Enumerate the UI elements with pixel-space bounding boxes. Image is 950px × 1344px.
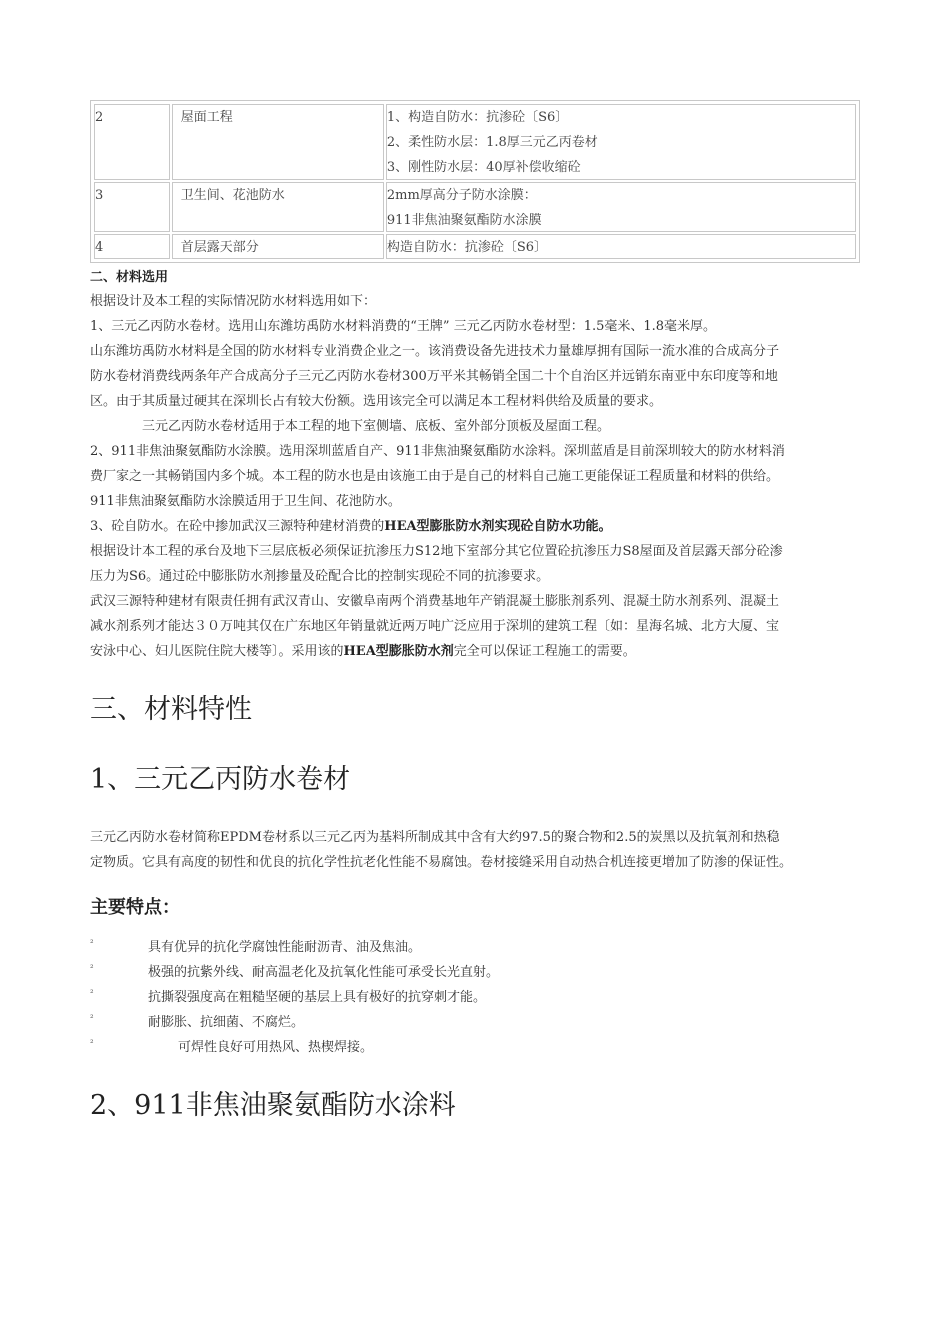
- table-cell-name: [172, 104, 384, 180]
- section-heading: 三、材料特性: [90, 694, 252, 725]
- bold-text: HEA型膨胀防水剂实现砼自防水功能。: [384, 519, 612, 534]
- paragraph: [90, 514, 860, 539]
- list-item: [90, 935, 860, 960]
- paragraph-text: 3、砼自防水。在砼中掺加武汉三源特种建材消费的: [90, 519, 385, 534]
- paragraph-line: 根据设计本工程的承台及地下三层底板必须保证抗渗压力S12地下室部分其它位置砼抗渗压力S8屋面及首层露天部分砼渗: [90, 544, 783, 559]
- list-item: [90, 985, 860, 1010]
- table-cell-name-text: 卫生间、花池防水: [180, 188, 285, 203]
- table-detail-line: 911非焦油聚氨酯防水涂膜: [386, 213, 542, 228]
- paragraph-line: 2、911非焦油聚氨酯防水涂膜。选用深圳蓝盾自产、911非焦油聚氨酯防水涂料。深圳蓝盾是目前深圳较大的防水材料消: [90, 444, 785, 459]
- list-item-text: 可焊性良好可用热风、热楔焊接。: [178, 1040, 374, 1055]
- table-row: [93, 233, 857, 260]
- paragraph: 1、三元乙丙防水卷材。选用山东潍坊禹防水材料消费的“王牌” 三元乙丙防水卷材型：1.5毫米、1.8毫米厚。: [90, 319, 717, 334]
- paragraph-line: 定物质。它具有高度的韧性和优良的抗化学性抗老化性能不易腐蚀。卷材接缝采用自动热合机连接更增加了防渗的保证性。: [90, 855, 793, 870]
- list-item: [90, 1010, 860, 1035]
- bullet-mark: ²: [90, 939, 94, 949]
- table-detail-line: 2、柔性防水层：1.8厚三元乙丙卷材: [386, 135, 598, 150]
- list-item: [90, 1035, 860, 1060]
- paragraph-line: 三元乙丙防水卷材简称EPDM卷材系以三元乙丙为基料所制成其中含有大约97.5的聚合物和2.5的炭黑以及抗氧剂和热稳: [90, 830, 780, 845]
- paragraph-line: [90, 639, 860, 664]
- list-item-text: 极强的抗紫外线、耐高温老化及抗氧化性能可承受长光直射。: [148, 965, 500, 980]
- list-item: [90, 960, 860, 985]
- features-heading: 主要特点：: [90, 897, 180, 918]
- table-detail-line: 3、刚性防水层：40厚补偿收缩砼: [386, 160, 581, 175]
- paragraph-line: 武汉三源特种建材有限责任拥有武汉青山、安徽阜南两个消费基地年产销混凝土膨胀剂系列、混凝土防水剂系列、混凝土: [90, 594, 780, 609]
- subsection-heading: 1、三元乙丙防水卷材: [90, 764, 351, 795]
- bullet-mark: ²: [90, 964, 94, 974]
- paragraph-text: 完全可以保证工程施工的需要。: [453, 644, 636, 659]
- paragraph-line: 压力为S6。通过砼中膨胀防水剂掺量及砼配合比的控制实现砼不同的抗渗要求。: [90, 569, 550, 584]
- bullet-mark: ²: [90, 1039, 94, 1049]
- list-item-text: 抗撕裂强度高在粗糙坚硬的基层上具有极好的抗穿刺才能。: [148, 990, 487, 1005]
- section-title: 二、材料选用: [90, 270, 169, 285]
- waterproof-table: [90, 100, 860, 263]
- table-cell-name: [172, 234, 384, 259]
- table-row: [93, 103, 857, 181]
- paragraph-line: 费厂家之一其畅销国内多个城。本工程的防水也是由该施工由于是自己的材料自己施工更能保证工程质量和材料的供给。: [90, 469, 780, 484]
- paragraph: 三元乙丙防水卷材适用于本工程的地下室侧墙、底板、室外部分顶板及屋面工程。: [142, 419, 611, 434]
- table-cell-name-text: 首层露天部分: [180, 240, 259, 255]
- table-row: [93, 181, 857, 233]
- table-detail-line: 1、构造自防水：抗渗砼〔S6〕: [386, 110, 569, 125]
- paragraph-line: 山东潍坊禹防水材料是全国的防水材料专业消费企业之一。该消费设备先进技术力量雄厚拥有国际一流水准的合成高分子: [90, 344, 780, 359]
- paragraph-text: 安泳中心、妇儿医院住院大楼等〕。采用该的: [90, 644, 344, 659]
- subsection-heading: 2、911非焦油聚氨酯防水涂料: [90, 1090, 456, 1121]
- paragraph-line: 防水卷材消费线两条年产合成高分子三元乙丙防水卷材300万平米其畅销全国二十个自治区并远销东南亚中东印度等和地: [90, 369, 778, 384]
- bold-text: HEA型膨胀防水剂: [343, 644, 454, 659]
- list-item-text: 具有优异的抗化学腐蚀性能耐沥青、油及焦油。: [148, 940, 422, 955]
- paragraph-line: 区。由于其质量过硬其在深圳长占有较大份额。选用该完全可以满足本工程材料供给及质量的要求。: [90, 394, 663, 409]
- table-cell-detail: [386, 234, 856, 259]
- table-cell-num: 3: [94, 182, 170, 232]
- bullet-mark: ²: [90, 1014, 94, 1024]
- table-cell-num: 4: [94, 234, 170, 259]
- table-cell-detail: [386, 182, 856, 232]
- table-detail-line: 2mm厚高分子防水涂膜：: [386, 188, 537, 203]
- document-page: [90, 100, 860, 1126]
- table-cell-detail: [386, 104, 856, 180]
- paragraph-line: 减水剂系列才能达３０万吨其仅在广东地区年销量就近两万吨广泛应用于深圳的建筑工程〔如：星海名城、北方大厦、宝: [90, 619, 780, 634]
- table-cell-name-text: 屋面工程: [180, 110, 233, 125]
- list-item-text: 耐膨胀、抗细菌、不腐烂。: [148, 1015, 305, 1030]
- paragraph: 911非焦油聚氨酯防水涂膜适用于卫生间、花池防水。: [90, 494, 401, 509]
- table-cell-name: [172, 182, 384, 232]
- paragraph: 根据设计及本工程的实际情况防水材料选用如下：: [90, 294, 377, 309]
- table-detail-line: 构造自防水：抗渗砼〔S6〕: [386, 240, 548, 255]
- bullet-mark: ²: [90, 989, 94, 999]
- table-cell-num: 2: [94, 104, 170, 180]
